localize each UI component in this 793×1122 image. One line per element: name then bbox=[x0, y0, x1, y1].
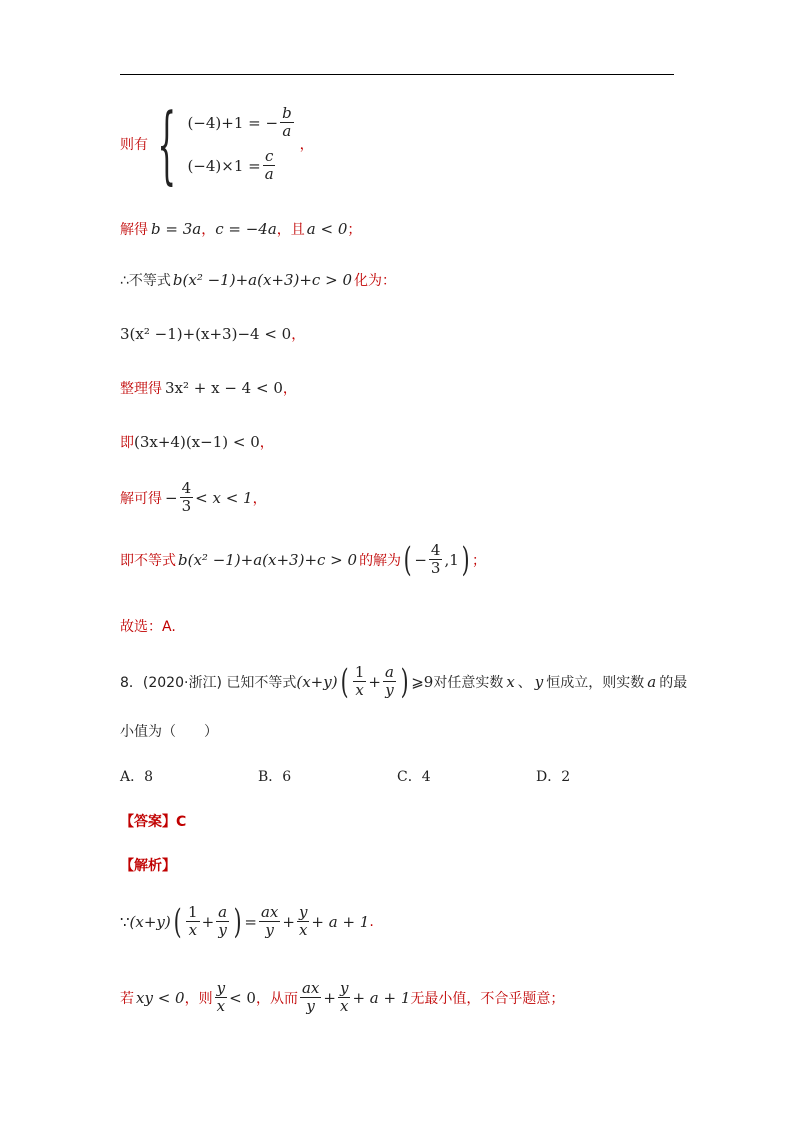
question-8-cont: 小值为（ ） bbox=[120, 724, 218, 740]
choice-line: 故选：A. bbox=[120, 619, 176, 635]
option-b[interactable]: B．6 bbox=[258, 769, 292, 785]
solve-line: 解得 b = 3a ， c = −4a ，且 a < 0 ； bbox=[120, 220, 362, 238]
left-brace: { bbox=[157, 95, 177, 193]
answer-label: 【答案】C bbox=[120, 814, 187, 830]
option-a[interactable]: A．8 bbox=[120, 769, 154, 785]
solution-range-line: 解可得 − $\frac{4}{3}$ < x < 1 ， bbox=[120, 479, 267, 515]
analysis-label: 【解析】 bbox=[120, 858, 176, 874]
equation-1: (−4)+1 = − $\frac{b}{a}$ bbox=[187, 104, 292, 140]
identity-line: ∵ (x+y) ( $\frac{1}{x}$ + $\frac{a}{y}$ ) = $\frac{ax}{y}$ + $\frac{y}{x}$ + a + 1 . bbox=[120, 901, 374, 942]
inequality-line: ∴不等式 b(x² −1)+a(x+3)+c > 0 化为： bbox=[120, 271, 396, 289]
header-rule bbox=[120, 74, 674, 75]
case-line: 若 xy < 0 ，则 $\frac{y}{x}$ < 0 ，从而 $\frac{ax}{y}$ + $\frac{y}{x}$ + a + 1 无最小值，不合乎题意； bbox=[120, 979, 565, 1015]
solution-set-line: 即不等式 b(x² −1)+a(x+3)+c > 0 的解为 ( − $\frac{4}{3}$ ,1 ) ； bbox=[120, 539, 487, 580]
system-line: 则有 { (−4)+1 = − $\frac{b}{a}$ (−4)×1 = $\frac{c}{a}$ ， bbox=[120, 95, 314, 193]
option-c[interactable]: C．4 bbox=[397, 769, 431, 785]
simplify-line: 整理得 3x² + x − 4 < 0 ， bbox=[120, 379, 297, 397]
equation-2: (−4)×1 = $\frac{c}{a}$ bbox=[187, 147, 274, 183]
question-8: 8．(2020·浙江) 已知不等式 (x+y) ( $\frac{1}{x}$ + $\frac{a}{y}$ ) ⩾9 对任意实数 x 、 y 恒成立，则实数 a 的最 bbox=[120, 661, 688, 702]
transformed-line: 3(x² −1)+(x+3)−4 < 0 ， bbox=[120, 325, 306, 343]
equation-system bbox=[187, 105, 295, 183]
factor-line: 即 (3x+4)(x−1) < 0 ， bbox=[120, 433, 274, 451]
option-d[interactable]: D．2 bbox=[536, 769, 571, 785]
text-zeyou: 则有 bbox=[120, 137, 148, 153]
